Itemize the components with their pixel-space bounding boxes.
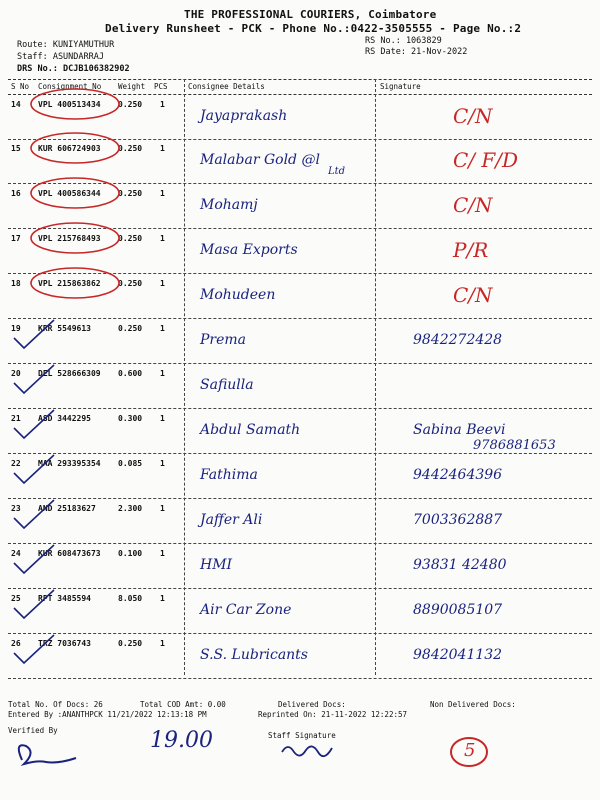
row-sno: 14 <box>11 100 21 109</box>
row-pcs: 1 <box>160 324 165 333</box>
table-row <box>8 138 592 184</box>
table-row <box>8 633 592 679</box>
row-sno: 22 <box>11 459 21 468</box>
row-pcs: 1 <box>160 144 165 153</box>
table-row <box>8 408 592 454</box>
row-consignment-no: RPT 3485594 <box>38 594 91 603</box>
row-consignee: Abdul Samath <box>200 422 301 438</box>
row-weight: 0.250 <box>118 639 143 648</box>
row-sno: 25 <box>11 594 21 603</box>
row-sno: 15 <box>11 144 21 153</box>
row-consignment-no: VPL 400513434 <box>38 100 101 109</box>
row-consignment-no: MAA 293395354 <box>38 459 101 468</box>
table-header <box>8 79 592 95</box>
verified-signature <box>19 745 76 764</box>
row-pcs: 1 <box>160 414 165 423</box>
row-weight: 0.250 <box>118 234 143 243</box>
row-sno: 23 <box>11 504 21 513</box>
row-consignee: Jaffer Ali <box>200 512 263 528</box>
row-weight: 0.250 <box>118 189 143 198</box>
row-signature: Sabina Beevi <box>413 422 506 438</box>
table-row <box>8 273 592 319</box>
rs-date: RS Date: 21-Nov-2022 <box>365 47 468 57</box>
amount-note: 19.00 <box>150 728 213 753</box>
row-consignee: Mohudeen <box>200 287 276 303</box>
row-consignment-no: AND 25183627 <box>38 504 96 513</box>
circled-number: 5 <box>464 740 476 761</box>
row-consignee: Prema <box>200 332 247 348</box>
row-consignment-no: ASD 3442295 <box>38 414 91 423</box>
table-row <box>8 94 592 140</box>
row-signature: 93831 42480 <box>413 557 507 573</box>
row-weight: 0.085 <box>118 459 143 468</box>
staff-label: Staff: ASUNDARRAJ <box>17 52 104 62</box>
row-signature-phone: 9786881653 <box>473 438 556 453</box>
row-consignee: Malabar Gold @l <box>200 152 320 168</box>
row-consignment-no: TRZ 7036743 <box>38 639 91 648</box>
table-row <box>8 453 592 499</box>
row-weight: 2.300 <box>118 504 143 513</box>
row-weight: 0.100 <box>118 549 143 558</box>
row-signature: C/N <box>453 104 493 128</box>
row-pcs: 1 <box>160 189 165 198</box>
table-row <box>8 498 592 544</box>
row-sno: 24 <box>11 549 21 558</box>
row-weight: 8.050 <box>118 594 143 603</box>
row-sno: 17 <box>11 234 21 243</box>
entered-by: Entered By :ANANTHPCK 11/21/2022 12:13:18 PM <box>8 710 207 719</box>
row-consignment-no: VPL 215768493 <box>38 234 101 243</box>
row-sno: 26 <box>11 639 21 648</box>
row-consignment-no: KRR 5549613 <box>38 324 91 333</box>
col-signature: Signature <box>380 82 421 91</box>
reprinted-on: Reprinted On: 21-11-2022 12:22:57 <box>258 710 408 719</box>
row-signature: C/ F/D <box>453 148 519 172</box>
row-pcs: 1 <box>160 100 165 109</box>
row-pcs: 1 <box>160 369 165 378</box>
total-cod: Total COD Amt: 0.00 <box>140 700 226 709</box>
row-pcs: 1 <box>160 504 165 513</box>
total-docs: Total No. Of Docs: 26 <box>8 700 103 709</box>
row-weight: 0.250 <box>118 100 143 109</box>
row-consignee: HMI <box>200 557 233 573</box>
table-row <box>8 363 592 409</box>
col-weight: Weight <box>118 82 146 91</box>
row-sno: 19 <box>11 324 21 333</box>
row-consignment-no: VPL 400586344 <box>38 189 101 198</box>
row-pcs: 1 <box>160 594 165 603</box>
row-consignee: Fathima <box>200 467 258 483</box>
row-sno: 18 <box>11 279 21 288</box>
col-pcs: PCS <box>154 82 168 91</box>
row-consignment-no: KUR 606724903 <box>38 144 101 153</box>
delivered-docs: Delivered Docs: <box>278 700 346 709</box>
row-weight: 0.250 <box>118 144 143 153</box>
verified-by-label: Verified By <box>8 726 58 735</box>
row-weight: 0.600 <box>118 369 143 378</box>
row-consignee: Masa Exports <box>200 242 298 258</box>
table-row <box>8 183 592 229</box>
rs-number: RS No.: 1063829 <box>365 36 442 46</box>
row-consignee: Jayaprakash <box>200 108 288 124</box>
row-weight: 0.250 <box>118 324 143 333</box>
staff-signature-scrawl <box>282 746 332 756</box>
row-sno: 20 <box>11 369 21 378</box>
row-sno: 21 <box>11 414 21 423</box>
row-pcs: 1 <box>160 279 165 288</box>
row-signature: 9442464396 <box>413 467 503 483</box>
route-label: Route: KUNIYAMUTHUR <box>17 40 115 50</box>
row-consignee: S.S. Lubricants <box>200 647 308 663</box>
row-signature: 8890085107 <box>413 602 503 618</box>
table-row <box>8 228 592 274</box>
row-consignee: Mohamj <box>200 197 258 213</box>
row-pcs: 1 <box>160 459 165 468</box>
row-signature: 9842272428 <box>413 332 503 348</box>
drs-number: DRS No.: DCJB106382902 <box>17 64 130 74</box>
row-signature: 7003362887 <box>413 512 503 528</box>
non-delivered-docs: Non Delivered Docs: <box>430 700 516 709</box>
runsheet-title: Delivery Runsheet - PCK - Phone No.:0422-3505555 - Page No.:2 <box>105 22 522 35</box>
row-pcs: 1 <box>160 234 165 243</box>
row-consignee: Air Car Zone <box>200 602 292 618</box>
row-pcs: 1 <box>160 639 165 648</box>
row-consignee-extra: Ltd <box>328 166 346 177</box>
row-weight: 0.300 <box>118 414 143 423</box>
row-weight: 0.250 <box>118 279 143 288</box>
col-sno: S No <box>11 82 30 91</box>
row-signature: 9842041132 <box>413 647 503 663</box>
col-consignment: Consignment No <box>38 82 102 91</box>
row-pcs: 1 <box>160 549 165 558</box>
row-sno: 16 <box>11 189 21 198</box>
col-consignee: Consignee Details <box>188 82 265 91</box>
company-title: THE PROFESSIONAL COURIERS, Coimbatore <box>184 8 437 21</box>
table-row <box>8 588 592 634</box>
row-consignment-no: KUR 608473673 <box>38 549 101 558</box>
table-row <box>8 543 592 589</box>
row-consignment-no: DEL 528666309 <box>38 369 101 378</box>
row-signature: P/R <box>453 238 489 262</box>
row-consignee: Safiulla <box>200 377 254 393</box>
row-signature: C/N <box>453 193 493 217</box>
staff-signature-label: Staff Signature <box>268 731 336 740</box>
row-signature: C/N <box>453 283 493 307</box>
table-row <box>8 318 592 364</box>
row-consignment-no: VPL 215863862 <box>38 279 101 288</box>
